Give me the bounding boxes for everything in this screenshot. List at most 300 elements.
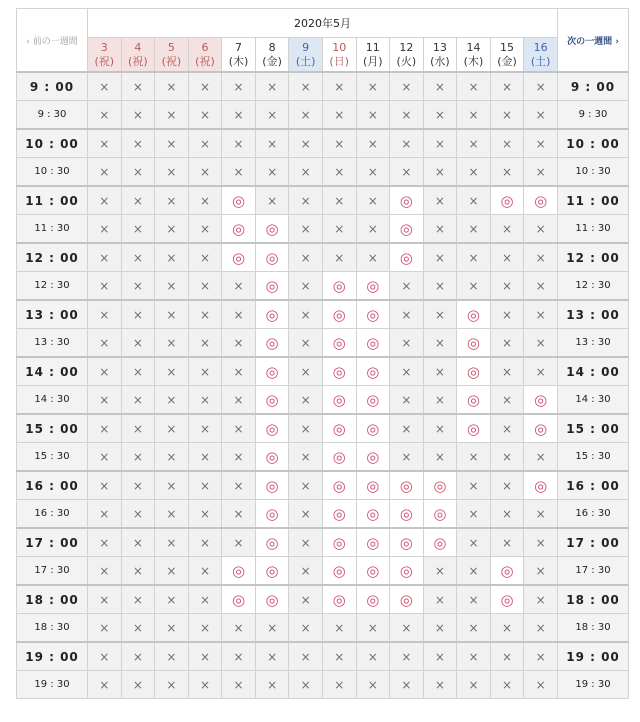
unavailable-slot: × — [457, 528, 491, 557]
unavailable-slot: × — [88, 357, 122, 386]
unavailable-slot: × — [423, 557, 457, 586]
unavailable-slot: × — [222, 642, 256, 671]
unavailable-slot: × — [423, 642, 457, 671]
available-slot[interactable]: ◎ — [457, 414, 491, 443]
time-slot-row — [17, 614, 629, 643]
available-slot[interactable]: ◎ — [423, 471, 457, 500]
day-header — [390, 38, 424, 73]
unavailable-slot: × — [121, 215, 155, 244]
time-slot-row — [17, 642, 629, 671]
unavailable-slot: × — [155, 585, 189, 614]
available-slot[interactable]: ◎ — [524, 471, 558, 500]
unavailable-slot: × — [155, 72, 189, 101]
time-label-right: 17 : 00 — [558, 528, 629, 557]
unavailable-slot: × — [289, 443, 323, 472]
time-label-left: 16 : 30 — [17, 500, 88, 529]
unavailable-slot: × — [390, 386, 424, 415]
time-label-right: 12 : 00 — [558, 243, 629, 272]
unavailable-slot: × — [423, 101, 457, 130]
unavailable-slot: × — [457, 471, 491, 500]
unavailable-slot: × — [490, 414, 524, 443]
time-slot-row — [17, 215, 629, 244]
available-slot[interactable]: ◎ — [390, 215, 424, 244]
time-label-left: 14 : 30 — [17, 386, 88, 415]
unavailable-slot: × — [255, 72, 289, 101]
unavailable-slot: × — [222, 671, 256, 699]
available-slot[interactable]: ◎ — [222, 215, 256, 244]
time-label-left: 19 : 30 — [17, 671, 88, 699]
unavailable-slot: × — [289, 215, 323, 244]
unavailable-slot: × — [423, 614, 457, 643]
available-slot[interactable]: ◎ — [322, 414, 356, 443]
unavailable-slot: × — [121, 158, 155, 187]
day-date: 8 — [268, 40, 276, 54]
available-slot[interactable]: ◎ — [255, 272, 289, 301]
unavailable-slot: × — [188, 585, 222, 614]
unavailable-slot: × — [188, 642, 222, 671]
available-slot[interactable]: ◎ — [356, 557, 390, 586]
time-label-left: 12 : 00 — [17, 243, 88, 272]
unavailable-slot: × — [457, 500, 491, 529]
available-slot[interactable]: ◎ — [222, 585, 256, 614]
day-weekday: (金) — [262, 54, 282, 68]
time-label-left: 15 : 00 — [17, 414, 88, 443]
time-slot-row — [17, 471, 629, 500]
unavailable-slot: × — [88, 443, 122, 472]
unavailable-slot: × — [356, 614, 390, 643]
unavailable-slot: × — [289, 300, 323, 329]
unavailable-slot: × — [322, 129, 356, 158]
day-weekday: (土) — [295, 54, 316, 68]
unavailable-slot: × — [222, 500, 256, 529]
day-date: 5 — [167, 40, 175, 54]
unavailable-slot: × — [121, 443, 155, 472]
available-slot[interactable]: ◎ — [255, 414, 289, 443]
unavailable-slot: × — [490, 72, 524, 101]
available-slot[interactable]: ◎ — [322, 471, 356, 500]
time-label-right: 19 : 00 — [558, 642, 629, 671]
day-weekday: (木) — [463, 54, 484, 68]
day-date: 4 — [134, 40, 142, 54]
day-weekday: (月) — [362, 54, 383, 68]
time-label-left: 11 : 00 — [17, 186, 88, 215]
time-label-left: 9 : 30 — [17, 101, 88, 130]
unavailable-slot: × — [289, 129, 323, 158]
unavailable-slot: × — [289, 614, 323, 643]
unavailable-slot: × — [524, 614, 558, 643]
available-slot[interactable]: ◎ — [322, 386, 356, 415]
unavailable-slot: × — [457, 243, 491, 272]
unavailable-slot: × — [457, 272, 491, 301]
unavailable-slot: × — [121, 557, 155, 586]
available-slot[interactable]: ◎ — [222, 243, 256, 272]
available-slot[interactable]: ◎ — [222, 186, 256, 215]
unavailable-slot: × — [188, 243, 222, 272]
day-header — [322, 38, 356, 73]
unavailable-slot: × — [155, 158, 189, 187]
available-slot[interactable]: ◎ — [255, 585, 289, 614]
day-weekday: (土) — [530, 54, 551, 68]
unavailable-slot: × — [457, 443, 491, 472]
unavailable-slot: × — [423, 357, 457, 386]
available-slot[interactable]: ◎ — [457, 300, 491, 329]
unavailable-slot: × — [155, 357, 189, 386]
available-slot[interactable]: ◎ — [490, 557, 524, 586]
available-slot[interactable]: ◎ — [490, 186, 524, 215]
time-label-right: 13 : 30 — [558, 329, 629, 358]
unavailable-slot: × — [188, 443, 222, 472]
unavailable-slot: × — [322, 158, 356, 187]
unavailable-slot: × — [490, 500, 524, 529]
available-slot[interactable]: ◎ — [356, 500, 390, 529]
available-slot[interactable]: ◎ — [255, 243, 289, 272]
unavailable-slot: × — [490, 329, 524, 358]
unavailable-slot: × — [457, 614, 491, 643]
unavailable-slot: × — [155, 471, 189, 500]
unavailable-slot: × — [390, 414, 424, 443]
day-header — [289, 38, 323, 73]
unavailable-slot: × — [155, 528, 189, 557]
unavailable-slot: × — [222, 528, 256, 557]
unavailable-slot: × — [289, 500, 323, 529]
unavailable-slot: × — [255, 614, 289, 643]
available-slot[interactable]: ◎ — [356, 443, 390, 472]
day-weekday: (水) — [430, 54, 450, 68]
day-date: 10 — [332, 40, 347, 54]
unavailable-slot: × — [524, 528, 558, 557]
unavailable-slot: × — [88, 186, 122, 215]
unavailable-slot: × — [524, 272, 558, 301]
unavailable-slot: × — [155, 129, 189, 158]
unavailable-slot: × — [524, 243, 558, 272]
day-header — [88, 38, 122, 73]
available-slot[interactable]: ◎ — [524, 414, 558, 443]
unavailable-slot: × — [222, 443, 256, 472]
unavailable-slot: × — [423, 129, 457, 158]
unavailable-slot: × — [188, 158, 222, 187]
unavailable-slot: × — [524, 557, 558, 586]
unavailable-slot: × — [155, 101, 189, 130]
time-label-left: 9 : 00 — [17, 72, 88, 101]
time-slot-row — [17, 500, 629, 529]
available-slot[interactable]: ◎ — [356, 585, 390, 614]
time-label-left: 16 : 00 — [17, 471, 88, 500]
available-slot[interactable]: ◎ — [356, 414, 390, 443]
unavailable-slot: × — [356, 101, 390, 130]
calendar-header-row — [17, 9, 629, 38]
day-date: 13 — [432, 40, 447, 54]
unavailable-slot: × — [88, 300, 122, 329]
unavailable-slot: × — [356, 129, 390, 158]
time-label-right: 14 : 00 — [558, 357, 629, 386]
available-slot[interactable]: ◎ — [255, 300, 289, 329]
unavailable-slot: × — [457, 186, 491, 215]
unavailable-slot: × — [457, 101, 491, 130]
unavailable-slot: × — [457, 158, 491, 187]
day-weekday: (祝) — [128, 54, 148, 68]
unavailable-slot: × — [88, 642, 122, 671]
day-header — [155, 38, 189, 73]
prev-week-link[interactable]: ‹ 前の一週間 — [17, 9, 88, 73]
day-weekday: (祝) — [195, 54, 215, 68]
available-slot[interactable]: ◎ — [222, 557, 256, 586]
available-slot[interactable]: ◎ — [255, 329, 289, 358]
time-label-right: 16 : 00 — [558, 471, 629, 500]
unavailable-slot: × — [356, 243, 390, 272]
unavailable-slot: × — [524, 585, 558, 614]
day-date: 11 — [365, 40, 380, 54]
unavailable-slot: × — [289, 671, 323, 699]
time-label-left: 17 : 00 — [17, 528, 88, 557]
time-slot-row — [17, 186, 629, 215]
available-slot[interactable]: ◎ — [255, 500, 289, 529]
available-slot[interactable]: ◎ — [322, 585, 356, 614]
unavailable-slot: × — [121, 642, 155, 671]
available-slot[interactable]: ◎ — [322, 272, 356, 301]
time-label-right: 10 : 30 — [558, 158, 629, 187]
unavailable-slot: × — [524, 329, 558, 358]
unavailable-slot: × — [88, 158, 122, 187]
unavailable-slot: × — [155, 671, 189, 699]
day-header — [188, 38, 222, 73]
unavailable-slot: × — [188, 101, 222, 130]
unavailable-slot: × — [524, 671, 558, 699]
unavailable-slot: × — [155, 243, 189, 272]
available-slot[interactable]: ◎ — [524, 386, 558, 415]
unavailable-slot: × — [88, 414, 122, 443]
time-slot-row — [17, 414, 629, 443]
unavailable-slot: × — [423, 329, 457, 358]
unavailable-slot: × — [121, 186, 155, 215]
available-slot[interactable]: ◎ — [255, 386, 289, 415]
available-slot[interactable]: ◎ — [390, 186, 424, 215]
time-slot-row — [17, 101, 629, 130]
unavailable-slot: × — [390, 272, 424, 301]
time-label-right: 15 : 00 — [558, 414, 629, 443]
unavailable-slot: × — [524, 101, 558, 130]
time-label-left: 12 : 30 — [17, 272, 88, 301]
unavailable-slot: × — [155, 443, 189, 472]
time-slot-row — [17, 386, 629, 415]
available-slot[interactable]: ◎ — [322, 557, 356, 586]
time-label-left: 19 : 00 — [17, 642, 88, 671]
available-slot[interactable]: ◎ — [390, 557, 424, 586]
unavailable-slot: × — [222, 329, 256, 358]
time-label-left: 10 : 00 — [17, 129, 88, 158]
unavailable-slot: × — [457, 642, 491, 671]
unavailable-slot: × — [188, 72, 222, 101]
unavailable-slot: × — [88, 272, 122, 301]
unavailable-slot: × — [88, 101, 122, 130]
unavailable-slot: × — [222, 272, 256, 301]
unavailable-slot: × — [322, 671, 356, 699]
available-slot[interactable]: ◎ — [322, 300, 356, 329]
time-slot-row — [17, 300, 629, 329]
day-weekday: (祝) — [94, 54, 115, 68]
unavailable-slot: × — [390, 300, 424, 329]
unavailable-slot: × — [322, 215, 356, 244]
time-label-right: 18 : 30 — [558, 614, 629, 643]
available-slot[interactable]: ◎ — [356, 329, 390, 358]
available-slot[interactable]: ◎ — [390, 243, 424, 272]
available-slot[interactable]: ◎ — [356, 471, 390, 500]
unavailable-slot: × — [188, 215, 222, 244]
unavailable-slot: × — [490, 443, 524, 472]
available-slot[interactable]: ◎ — [255, 528, 289, 557]
available-slot[interactable]: ◎ — [255, 357, 289, 386]
unavailable-slot: × — [356, 158, 390, 187]
available-slot[interactable]: ◎ — [356, 357, 390, 386]
unavailable-slot: × — [155, 557, 189, 586]
unavailable-slot: × — [322, 186, 356, 215]
unavailable-slot: × — [457, 557, 491, 586]
available-slot[interactable]: ◎ — [322, 329, 356, 358]
time-label-left: 13 : 00 — [17, 300, 88, 329]
unavailable-slot: × — [423, 585, 457, 614]
available-slot[interactable]: ◎ — [390, 585, 424, 614]
unavailable-slot: × — [222, 357, 256, 386]
unavailable-slot: × — [121, 129, 155, 158]
available-slot[interactable]: ◎ — [457, 357, 491, 386]
unavailable-slot: × — [255, 129, 289, 158]
unavailable-slot: × — [390, 357, 424, 386]
available-slot[interactable]: ◎ — [356, 300, 390, 329]
time-label-left: 17 : 30 — [17, 557, 88, 586]
available-slot[interactable]: ◎ — [255, 557, 289, 586]
unavailable-slot: × — [289, 585, 323, 614]
available-slot[interactable]: ◎ — [322, 357, 356, 386]
unavailable-slot: × — [390, 642, 424, 671]
unavailable-slot: × — [88, 500, 122, 529]
available-slot[interactable]: ◎ — [255, 471, 289, 500]
available-slot[interactable]: ◎ — [390, 528, 424, 557]
available-slot[interactable]: ◎ — [423, 528, 457, 557]
available-slot[interactable]: ◎ — [390, 500, 424, 529]
day-header — [222, 38, 256, 73]
unavailable-slot: × — [188, 357, 222, 386]
unavailable-slot: × — [155, 642, 189, 671]
unavailable-slot: × — [155, 614, 189, 643]
unavailable-slot: × — [524, 72, 558, 101]
unavailable-slot: × — [423, 671, 457, 699]
unavailable-slot: × — [88, 129, 122, 158]
unavailable-slot: × — [88, 386, 122, 415]
day-weekday: (日) — [329, 54, 350, 68]
available-slot[interactable]: ◎ — [322, 528, 356, 557]
day-header — [524, 38, 558, 73]
unavailable-slot: × — [490, 642, 524, 671]
day-weekday: (火) — [396, 54, 417, 68]
unavailable-slot: × — [423, 186, 457, 215]
unavailable-slot: × — [490, 614, 524, 643]
unavailable-slot: × — [524, 500, 558, 529]
time-label-right: 11 : 00 — [558, 186, 629, 215]
available-slot[interactable]: ◎ — [423, 500, 457, 529]
month-title: 2020年5月 — [88, 9, 558, 38]
unavailable-slot: × — [255, 642, 289, 671]
unavailable-slot: × — [490, 158, 524, 187]
unavailable-slot: × — [222, 386, 256, 415]
unavailable-slot: × — [390, 158, 424, 187]
time-label-left: 15 : 30 — [17, 443, 88, 472]
unavailable-slot: × — [155, 215, 189, 244]
unavailable-slot: × — [423, 272, 457, 301]
unavailable-slot: × — [121, 243, 155, 272]
unavailable-slot: × — [289, 101, 323, 130]
day-header — [490, 38, 524, 73]
time-slot-row — [17, 671, 629, 699]
available-slot[interactable]: ◎ — [255, 443, 289, 472]
unavailable-slot: × — [289, 243, 323, 272]
time-label-left: 11 : 30 — [17, 215, 88, 244]
unavailable-slot: × — [289, 329, 323, 358]
day-date: 15 — [500, 40, 515, 54]
unavailable-slot: × — [121, 414, 155, 443]
time-label-left: 14 : 00 — [17, 357, 88, 386]
available-slot[interactable]: ◎ — [322, 443, 356, 472]
unavailable-slot: × — [188, 272, 222, 301]
unavailable-slot: × — [423, 72, 457, 101]
available-slot[interactable]: ◎ — [255, 215, 289, 244]
available-slot[interactable]: ◎ — [322, 500, 356, 529]
unavailable-slot: × — [222, 414, 256, 443]
unavailable-slot: × — [121, 300, 155, 329]
unavailable-slot: × — [88, 243, 122, 272]
time-label-right: 19 : 30 — [558, 671, 629, 699]
unavailable-slot: × — [457, 585, 491, 614]
unavailable-slot: × — [222, 101, 256, 130]
unavailable-slot: × — [188, 614, 222, 643]
next-week-link[interactable]: 次の一週間 › — [558, 9, 629, 73]
unavailable-slot: × — [255, 671, 289, 699]
time-slot-row — [17, 129, 629, 158]
available-slot[interactable]: ◎ — [457, 329, 491, 358]
unavailable-slot: × — [121, 671, 155, 699]
unavailable-slot: × — [155, 329, 189, 358]
day-weekday: (木) — [228, 54, 249, 68]
available-slot[interactable]: ◎ — [356, 386, 390, 415]
available-slot[interactable]: ◎ — [356, 528, 390, 557]
time-slot-row — [17, 557, 629, 586]
available-slot[interactable]: ◎ — [457, 386, 491, 415]
unavailable-slot: × — [222, 300, 256, 329]
unavailable-slot: × — [490, 471, 524, 500]
available-slot[interactable]: ◎ — [490, 585, 524, 614]
unavailable-slot: × — [88, 614, 122, 643]
day-header — [255, 38, 289, 73]
day-date: 16 — [533, 40, 548, 54]
day-date: 3 — [100, 40, 108, 54]
time-label-right: 13 : 00 — [558, 300, 629, 329]
time-slot-row — [17, 329, 629, 358]
unavailable-slot: × — [222, 129, 256, 158]
unavailable-slot: × — [188, 557, 222, 586]
unavailable-slot: × — [490, 528, 524, 557]
unavailable-slot: × — [88, 557, 122, 586]
unavailable-slot: × — [490, 357, 524, 386]
time-label-right: 16 : 30 — [558, 500, 629, 529]
unavailable-slot: × — [88, 471, 122, 500]
unavailable-slot: × — [490, 386, 524, 415]
available-slot[interactable]: ◎ — [390, 471, 424, 500]
available-slot[interactable]: ◎ — [524, 186, 558, 215]
unavailable-slot: × — [121, 272, 155, 301]
unavailable-slot: × — [356, 642, 390, 671]
unavailable-slot: × — [222, 614, 256, 643]
unavailable-slot: × — [188, 300, 222, 329]
available-slot[interactable]: ◎ — [356, 272, 390, 301]
unavailable-slot: × — [88, 215, 122, 244]
